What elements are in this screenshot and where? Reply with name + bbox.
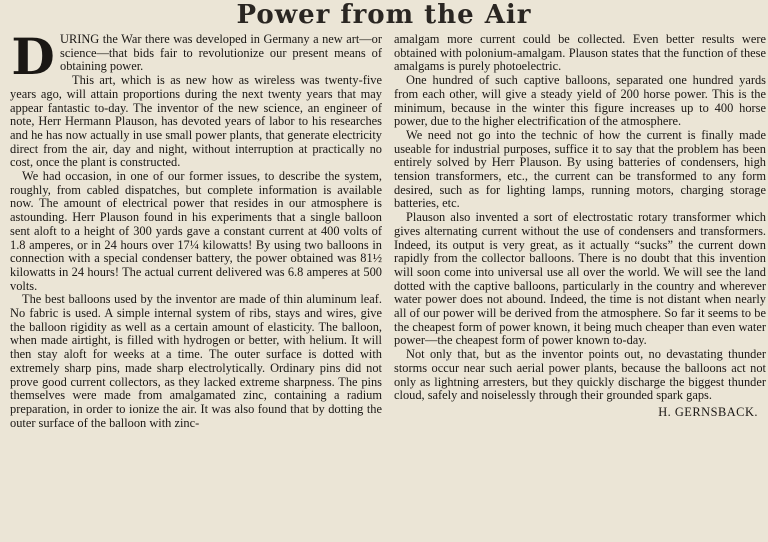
paragraph: One hundred of such captive balloons, separated one hundred yards from each other, will give a steady yield of 200 horse power. This is the minimum, because in the winter this figure increases up to 400 horse power, due to the higher electrification of the atmosphere. xyxy=(394,73,766,129)
paragraph: We had occasion, in one of our former issues, to describe the system, roughly, from cabled dispatches, but complete information is available now. The amount of electrical power that resides in our atmosphere is astounding. Herr Plauson found in his experiments that a single balloon sent aloft to a height of 300 yards gave a constant current at 400 volts of 1.8 amperes, or in 24 hours over 17¼ kilowatts! By using two balloons in connection with a special condenser battery, the power obtained was 81½ kilowatts in 24 hours! The actual current delivered was 6.8 amperes at 500 volts. xyxy=(10,169,382,293)
left-column xyxy=(10,33,382,538)
right-column xyxy=(394,33,766,538)
paragraph: amalgam more current could be collected. Even better results were obtained with polonium-amalgam. Plauson states that the function of these amalgams is purely photoelectric. xyxy=(394,33,766,74)
paragraph: We need not go into the technic of how the current is finally made useable for industrial purposes, suffice it to say that the problem has been entirely solved by Herr Plauson. By using batteries of condensers, high tension transformers, etc., the current can be transformed to any form desired, such as for lighting lamps, running motors, charging storage batteries, etc. xyxy=(394,127,766,211)
paragraph: Plauson also invented a sort of electrostatic rotary transformer which gives alternating current without the use of condensers and transformers. Indeed, its output is very great, as it actually “sucks” the current down rapidly from the collector balloons. There is no doubt that this invention will soon come into universal use all over the world. We will see the land dotted with the captive balloons, particularly in the country and wherever water power does not abound. Indeed, the time is not distant when nearly all of our power will be derived from the atmosphere. So far it seems to be the cheapest form of power known, it being much cheaper than even water power—the cheapest form of power known to-day. xyxy=(394,210,766,348)
article-body xyxy=(10,33,766,538)
drop-cap: D xyxy=(11,33,55,86)
paragraph: Not only that, but as the inventor points out, no devastating thunder storms occur near such aerial power plants, because the balloons act not only as lightning arresters, but they quickly discharge the biggest thunder cloud, safely and noiselessly through their grounded spark gaps. xyxy=(394,347,766,403)
article-title: Power from the Air xyxy=(236,0,532,30)
author-signature: H. GERNSBACK. xyxy=(658,404,758,419)
paragraph: The best balloons used by the inventor are made of thin aluminum leaf. No fabric is used. A simple internal system of ribs, stays and wires, give the balloon rigidity as well as a certain amount of elasticity. The balloon, when made airtight, is filled with hydrogen or better, with helium. It will then stay aloft for weeks at a time. The outer surface is dotted with extremely sharp pins, made sharp electrolytically. Ordinary pins did not prove good current collectors, as they lacked extreme sharpness. The pins themselves were made from amalgamated zinc, containing a radium preparation, in order to ionize the air. It was also found that by dotting the outer surface of the balloon with zinc- xyxy=(10,292,382,430)
paragraph-text: URING the War there was developed in Germany a new art—or science—that bids fair to revolutionize our present means of obtaining power. xyxy=(60,33,382,74)
paragraph xyxy=(10,33,382,86)
paragraph: This art, which is as new how as wireless was twenty-five years ago, will attain proportions during the next twenty years that may appear fantastic to-day. The inventor of the new science, an engineer of note, Herr Hermann Plauson, has devoted years of labor to his researches and he has now actually in use small power plants, that generate electricity direct from the air, day and night, without interruption at practically no cost, once the plant is constructed. xyxy=(10,73,382,170)
